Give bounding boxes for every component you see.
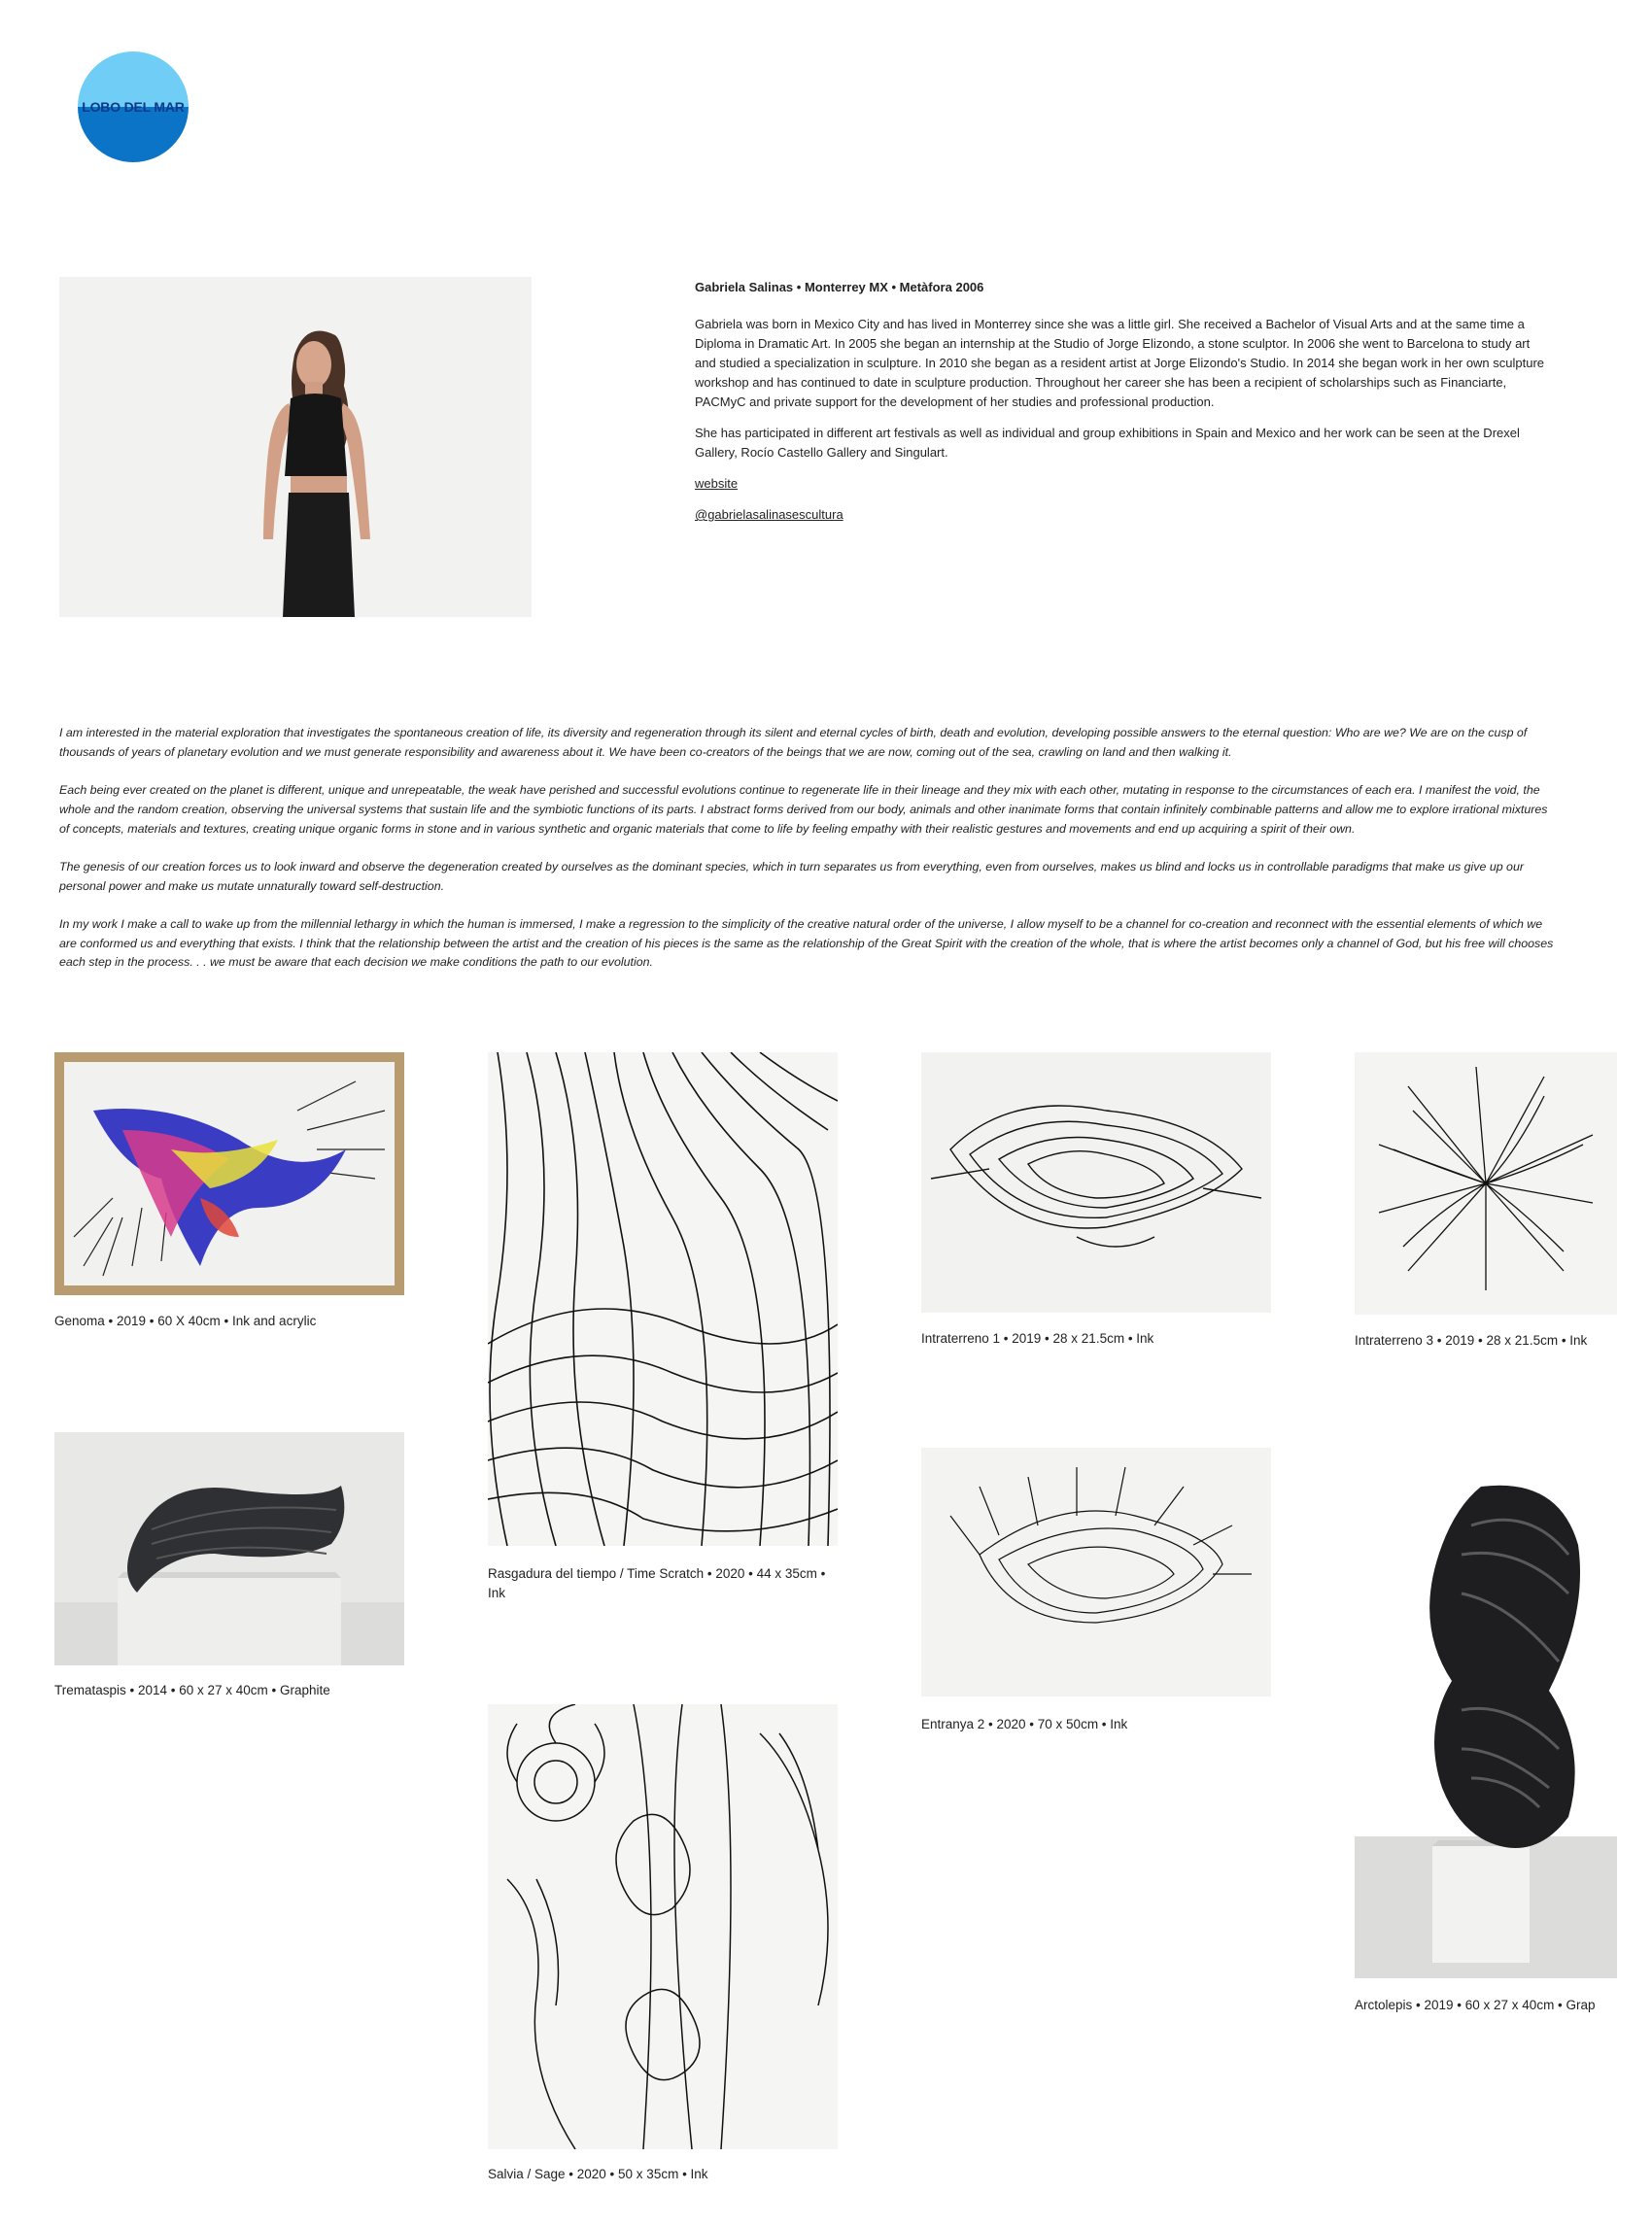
- artwork-caption: Entranya 2 • 2020 • 70 x 50cm • Ink: [921, 1717, 1128, 1731]
- artwork-caption: Intraterreno 3 • 2019 • 28 x 21.5cm • Ink: [1355, 1333, 1588, 1348]
- artwork-intraterreno-1[interactable]: [921, 1052, 1271, 1313]
- artwork-arctolepis[interactable]: [1355, 1467, 1617, 1978]
- artwork-caption: Arctolepis • 2019 • 60 x 27 x 40cm • Grap: [1355, 1998, 1596, 2012]
- artwork-caption: Intraterreno 1 • 2019 • 28 x 21.5cm • Ink: [921, 1331, 1154, 1346]
- artwork-entranya-2[interactable]: [921, 1448, 1271, 1696]
- logo-text: LOBO DEL MAR: [82, 99, 185, 115]
- artwork-rasgadura[interactable]: [488, 1052, 838, 1546]
- bio-paragraph: She has participated in different art festivals as well as individual and group exhibitions in Spain and Mexico and her work can be seen at the Drexel Gallery, Rocío Castello Gallery and Singulart.: [695, 426, 1520, 460]
- artwork-caption: Tremataspis • 2014 • 60 x 27 x 40cm • Graphite: [54, 1683, 330, 1697]
- artwork-caption: Genoma • 2019 • 60 X 40cm • Ink and acrylic: [54, 1314, 317, 1328]
- artwork-tremataspis[interactable]: [54, 1432, 404, 1665]
- statement-paragraph: I am interested in the material exploration that investigates the spontaneous creation of life, its diversity and regeneration through its silent and eternal cycles of birth, death and evolution, developing possible answers to the eternal question: Who are we? We are on the cusp of thousands of years of planetary evolution and we must generate responsibility and awareness about it. We have been co-creators of the beings that we are now, coming out of the sea, crawling on land and then walking it.: [59, 726, 1528, 759]
- artist-statement: [59, 724, 1556, 992]
- artist-bio: [695, 278, 1550, 536]
- bio-heading: Gabriela Salinas • Monterrey MX • Metàfora 2006: [695, 280, 984, 294]
- bio-paragraph: Gabriela was born in Mexico City and has lived in Monterrey since she was a little girl. She received a Bachelor of Visual Arts and at the same time a Diploma in Dramatic Art. In 2005 she began an internship at the Studio of Jorge Elizondo, a stone sculptor. In 2006 she went to Barcelona to study art and studied a specialization in sculpture. In 2010 she began as a resident artist at Jorge Elizondo's Studio. In 2014 she began work in her own sculpture workshop and has continued to date in sculpture production. Throughout her career she has been a recipient of scholarships such as Financiarte, PACMyC and private support for the development of her studies and professional production.: [695, 317, 1545, 409]
- instagram-link[interactable]: @gabrielasalinasescultura: [695, 507, 843, 522]
- artist-portrait: [59, 277, 532, 617]
- artwork-caption: Rasgadura del tiempo / Time Scratch • 2020 • 44 x 35cm • Ink: [488, 1566, 826, 1600]
- artwork-salvia[interactable]: [488, 1704, 838, 2149]
- statement-paragraph: The genesis of our creation forces us to look inward and observe the degeneration created by ourselves as the dominant species, which in turn separates us from everything, even from ourselves, makes us blind and locks us in controllable paradigms that make us give up our personal power and make us mutate unnaturally toward self-destruction.: [59, 859, 1524, 893]
- statement-paragraph: Each being ever created on the planet is different, unique and unrepeatable, the weak have perished and successful evolutions continue to regenerate life in their lineage and they mix with each other, mutating in response to the circumstances of each era. I manifest the void, the whole and the random creation, observing the universal systems that sustain life and the symbiotic functions of its parts. I abstract forms derived from our body, animals and other inanimate forms that contain infinitely combinable patterns and allow me to explore irrational mixtures of concepts, materials and textures, creating unique organic forms in stone and in various synthetic and organic materials that come to life by feeling empathy with their realistic gestures and movements and end up acquiring a spirit of their own.: [59, 783, 1548, 836]
- artwork-intraterreno-3[interactable]: [1355, 1052, 1617, 1315]
- statement-paragraph: In my work I make a call to wake up from the millennial lethargy in which the human is immersed, I make a regression to the simplicity of the creative natural order of the universe, I allow myself to be a channel for co-creation and reconnect with the essential elements of which we are conformed us and everything that exists. I think that the relationship between the artist and the creation of his pieces is the same as the relationship of the Great Spirit with the creation of the whole, that is where the artist becomes only a channel of God, but his free will chooses each step in the process. . . we must be aware that each decision we make conditions the path to our evolution.: [59, 916, 1554, 970]
- artwork-caption: Salvia / Sage • 2020 • 50 x 35cm • Ink: [488, 2167, 708, 2181]
- website-link[interactable]: website: [695, 476, 739, 491]
- logo[interactable]: [78, 51, 189, 162]
- artwork-genoma[interactable]: [54, 1052, 404, 1295]
